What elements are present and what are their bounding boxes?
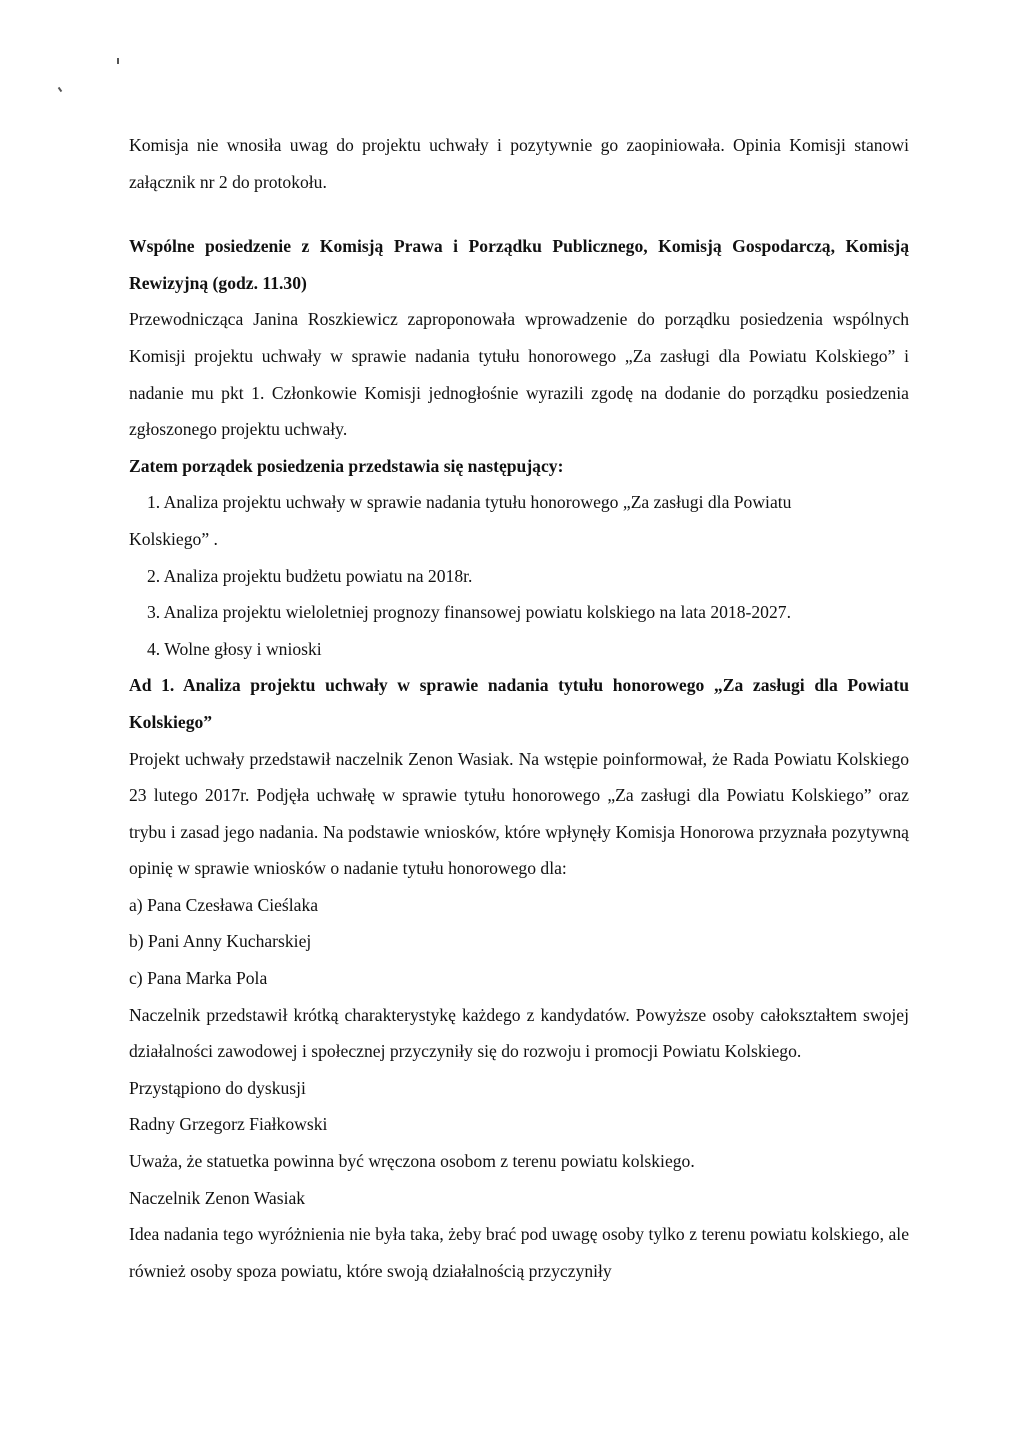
speaker-name: Naczelnik Zenon Wasiak xyxy=(129,1187,306,1208)
agenda-item-2: 2. Analiza projektu budżetu powiatu na 2018r. xyxy=(147,565,473,586)
section-heading-ad1: Ad 1. Analiza projektu uchwały w sprawie nadania tytułu honorowego „Za zasługi dla Powiatu Kolskiego” xyxy=(129,675,909,732)
speaker-name: Radny Grzegorz Fiałkowski xyxy=(129,1114,328,1135)
candidate-item: c) Pana Marka Pola xyxy=(129,968,268,989)
agenda-item-1-continuation: Kolskiego” . xyxy=(129,528,218,549)
paragraph-discussion: Przystąpiono do dyskusji xyxy=(129,1077,306,1098)
paragraph-agenda-proposal: Przewodnicząca Janina Roszkiewicz zaproponowała wprowadzenie do porządku posiedzenia wspólnych Komisji projektu uchwały w sprawie nadania tytułu honorowego „Za zasługi dla Powiatu Kolskiego” i nadanie mu pkt 1. Członkowie Komisji jednogłośnie wyrazili zgodę na dodanie do porządku posiedzenia zgłoszonego projektu uchwały. xyxy=(129,309,909,440)
agenda-item-3: 3. Analiza projektu wieloletniej prognozy finansowej powiatu kolskiego na lata 2018-2027. xyxy=(147,602,791,623)
spacer xyxy=(129,200,909,228)
section-heading-joint-meeting: Wspólne posiedzenie z Komisją Prawa i Porządku Publicznego, Komisją Gospodarczą, Komisją Rewizyjną (godz. 11.30) xyxy=(129,236,909,293)
paragraph-commission-opinion: Komisja nie wnosiła uwag do projektu uchwały i pozytywnie go zaopiniowała. Opinia Komisji stanowi załącznik nr 2 do protokołu. xyxy=(129,135,909,192)
agenda-item-4: 4. Wolne głosy i wnioski xyxy=(147,638,322,659)
paragraph-response: Idea nadania tego wyróżnienia nie była taka, żeby brać pod uwagę osoby tylko z terenu powiatu kolskiego, ale również osoby spoza powiatu, które swoją działalnością przyczyniły xyxy=(129,1224,909,1281)
agenda-item-1: 1. Analiza projektu uchwały w sprawie nadania tytułu honorowego „Za zasługi dla Powiatu xyxy=(147,492,792,513)
scan-mark xyxy=(117,58,119,64)
scan-mark xyxy=(58,87,63,92)
paragraph-characteristics: Naczelnik przedstawił krótką charakterystykę każdego z kandydatów. Powyższe osoby całokształtem swojej działalności zawodowej i społecznej przyczyniły się do rozwoju i promocji Powiatu Kolskiego. xyxy=(129,1004,909,1062)
paragraph-presentation: Projekt uchwały przedstawił naczelnik Zenon Wasiak. Na wstępie poinformował, że Rada Powiatu Kolskiego 23 lutego 2017r. Podjęła uchwałę w sprawie tytułu honorowego „Za zasługi dla Powiatu Kolskiego” oraz trybu i zasad jego nadania. Na podstawie wniosków, które wpłynęły Komisja Honorowa przyznała pozytywną opinię w sprawie wniosków o nadanie tytułu honorowego dla: xyxy=(129,748,909,879)
paragraph-statement: Uważa, że statuetka powinna być wręczona osobom z terenu powiatu kolskiego. xyxy=(129,1151,695,1172)
section-heading-agenda: Zatem porządek posiedzenia przedstawia się następujący: xyxy=(129,455,564,476)
candidate-item: a) Pana Czesława Cieślaka xyxy=(129,894,319,915)
candidate-item: b) Pani Anny Kucharskiej xyxy=(129,931,312,952)
document-page xyxy=(129,127,909,1289)
